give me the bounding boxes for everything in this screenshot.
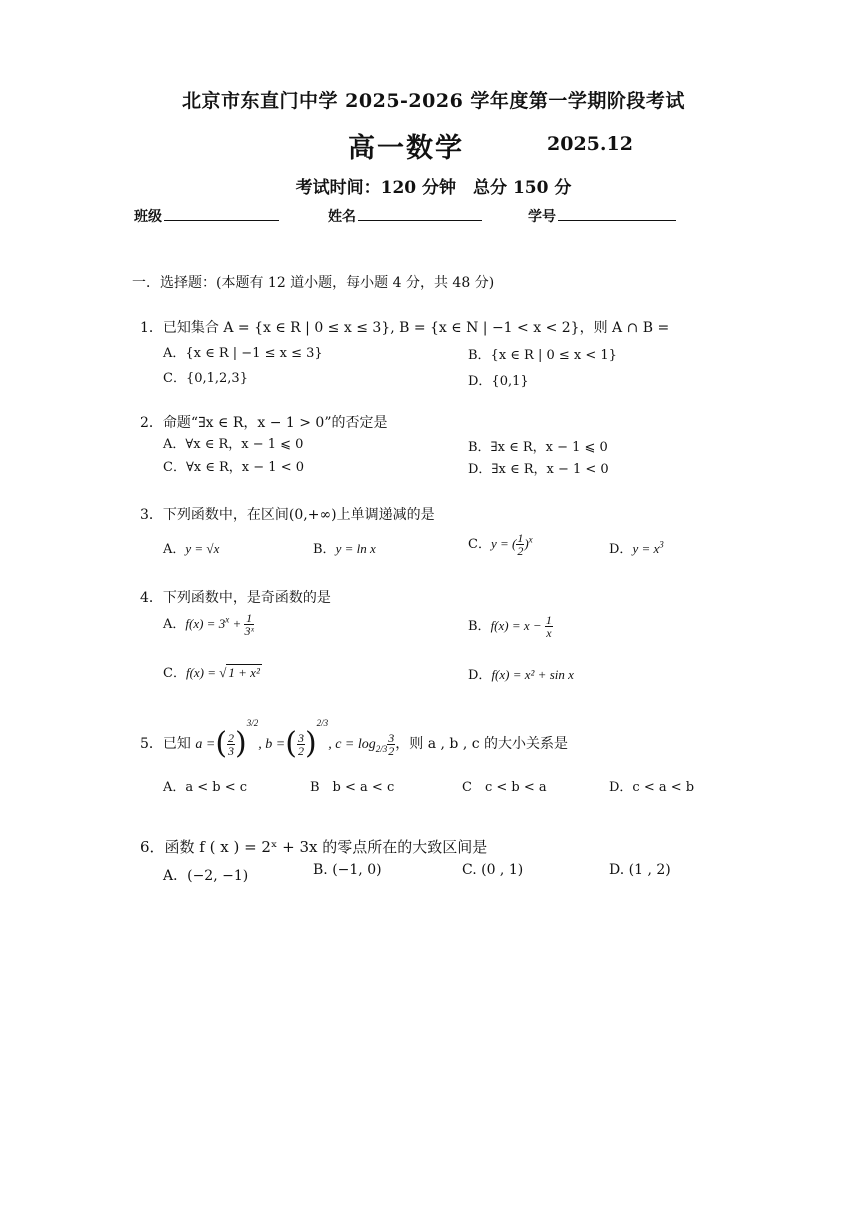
q3-option-c-label: C． bbox=[468, 537, 491, 552]
q3-c-exponent: x bbox=[528, 534, 533, 545]
q2-option-c: C．∀x ∈ R，x − 1 < 0 bbox=[163, 460, 304, 475]
q4-option-b-label: B． bbox=[468, 619, 491, 634]
q4-option-a-fraction bbox=[244, 612, 253, 637]
q5-b-rparen: ) bbox=[304, 726, 317, 761]
q2-stem: 2．命题“∃x ∈ R，x − 1 > 0”的否定是 bbox=[140, 415, 388, 431]
q5-b-denominator: 2 bbox=[297, 743, 304, 758]
q4-option-c-pre: f(x) = √ bbox=[185, 665, 227, 680]
id-label: 学号 bbox=[528, 209, 556, 225]
q5-b-lparen: ( bbox=[285, 726, 297, 761]
q4-option-a-plus: + bbox=[229, 616, 245, 631]
q3-option-b-expr: y = ln x bbox=[335, 541, 376, 556]
name-field bbox=[328, 206, 482, 226]
q5-stem-post: ，则 a , b , c 的大小关系是 bbox=[395, 736, 569, 752]
q4-option-c bbox=[163, 662, 262, 681]
q4-option-c-radicand: 1 + x² bbox=[228, 665, 260, 680]
q3-option-a-label: A． bbox=[163, 542, 186, 557]
q2-option-a: A．∀x ∈ R，x − 1 ⩽ 0 bbox=[163, 437, 304, 452]
q5-a-numerator: 2 bbox=[228, 730, 235, 745]
q6-option-d: D. (1 , 2) bbox=[609, 862, 671, 878]
q5-b-exponent: 2/3 bbox=[316, 718, 329, 728]
q3-c-denominator: 2 bbox=[517, 544, 524, 558]
q4-stem: 4．下列函数中，是奇函数的是 bbox=[140, 590, 331, 606]
q6-stem: 6．函数 f ( x ) = 2ˣ + 3x 的零点所在的大致区间是 bbox=[140, 838, 488, 856]
q5-b-fraction bbox=[297, 732, 305, 757]
exam-date: 2025.12 bbox=[547, 133, 633, 155]
q1-option-c: C．{0,1,2,3} bbox=[163, 371, 248, 386]
q4-option-b-pre: f(x) = x − bbox=[490, 618, 545, 633]
class-blank[interactable] bbox=[164, 208, 279, 221]
q3-stem: 3．下列函数中，在区间(0,+∞)上单调递减的是 bbox=[140, 507, 435, 523]
q1-option-a: A．{x ∈ R | −1 ≤ x ≤ 3} bbox=[163, 346, 323, 361]
class-field bbox=[134, 206, 279, 226]
q1-option-b: B．{x ∈ R | 0 ≤ x < 1} bbox=[468, 348, 617, 363]
q5-c-numerator: 3 bbox=[388, 730, 395, 745]
q3-c-numerator: 1 bbox=[517, 531, 524, 545]
q3-option-d-expr: y = x bbox=[632, 541, 660, 556]
subject-title: 高一数学 bbox=[348, 133, 464, 164]
q5-option-c: C c < b < a bbox=[462, 780, 547, 795]
q4-b-numerator: 1 bbox=[545, 613, 552, 627]
q5-b-numerator: 3 bbox=[297, 730, 304, 745]
q3-option-a-expr: y = √x bbox=[185, 541, 220, 556]
q1-option-d: D．{0,1} bbox=[468, 374, 529, 389]
q5-c-log-base: 2/3 bbox=[375, 743, 388, 754]
class-label: 班级 bbox=[134, 209, 162, 225]
q5-a-lparen: ( bbox=[215, 726, 228, 761]
q4-a-numerator: 1 bbox=[246, 611, 253, 625]
q4-option-b bbox=[468, 614, 553, 639]
q5-b-var: , b = bbox=[258, 737, 286, 752]
q5-a-var: a = bbox=[195, 737, 216, 752]
q4-a-exponent: x bbox=[225, 614, 230, 625]
q5-a-fraction bbox=[227, 732, 235, 757]
name-label: 姓名 bbox=[328, 209, 356, 225]
q3-option-b-label: B． bbox=[313, 542, 336, 557]
q2-option-d: D．∃x ∈ R，x − 1 < 0 bbox=[468, 462, 609, 477]
section-heading: 一．选择题：(本题有 12 道小题，每小题 4 分，共 48 分) bbox=[132, 275, 495, 291]
q4-option-d-expr: f(x) = x² + sin x bbox=[491, 667, 574, 682]
q4-option-c-label: C． bbox=[163, 666, 186, 681]
q4-option-d-label: D． bbox=[468, 668, 492, 683]
q5-c-var: , c = log bbox=[328, 737, 376, 752]
id-blank[interactable] bbox=[558, 208, 676, 221]
q4-option-b-fraction bbox=[545, 614, 553, 639]
q5-a-denominator: 3 bbox=[228, 743, 235, 758]
name-blank[interactable] bbox=[358, 208, 482, 221]
q6-option-c: C. (0 , 1) bbox=[462, 862, 524, 878]
exam-title: 北京市东直门中学 2025-2026 学年度第一学期阶段考试 bbox=[182, 90, 685, 112]
q5-a-exponent: 3/2 bbox=[246, 718, 259, 728]
q5-option-b: B b < a < c bbox=[310, 780, 395, 795]
q4-option-a bbox=[163, 612, 254, 637]
q5-a-rparen: ) bbox=[235, 726, 247, 761]
q5-stem-pre: 5．已知 bbox=[140, 736, 191, 752]
q3-option-d-label: D． bbox=[609, 542, 633, 557]
q6-option-a: A．(−2, −1) bbox=[163, 868, 249, 884]
q5-c-denominator: 2 bbox=[388, 743, 395, 758]
q5-option-d: D．c < a < b bbox=[609, 780, 695, 795]
q2-option-b: B．∃x ∈ R，x − 1 ⩽ 0 bbox=[468, 440, 608, 455]
q3-option-d bbox=[609, 538, 664, 557]
q4-option-a-label: A． bbox=[163, 617, 186, 632]
q3-d-exponent: 3 bbox=[659, 539, 664, 550]
q3-option-b bbox=[313, 538, 376, 557]
q5-stem bbox=[140, 718, 568, 759]
exam-info: 考试时间：120 分钟 总分 150 分 bbox=[295, 178, 572, 198]
q1-stem: 1．已知集合 A = {x ∈ R | 0 ≤ x ≤ 3}, B = {x ∈ N | −1 < x < 2}，则 A ∩ B = bbox=[140, 320, 670, 336]
q3-option-c bbox=[468, 532, 533, 557]
q4-option-a-pre: f(x) = 3 bbox=[185, 616, 226, 631]
q4-option-d bbox=[468, 664, 574, 683]
q6-option-b: B. (−1, 0) bbox=[313, 862, 382, 878]
q3-option-c-post: ) bbox=[524, 536, 529, 551]
q3-option-c-pre: y = ( bbox=[490, 536, 517, 551]
q5-option-a: A．a < b < c bbox=[163, 780, 248, 795]
q3-option-a bbox=[163, 538, 219, 557]
q4-b-denominator: x bbox=[546, 626, 552, 640]
id-field bbox=[528, 206, 676, 226]
q4-a-denominator: 3ˣ bbox=[244, 624, 254, 638]
